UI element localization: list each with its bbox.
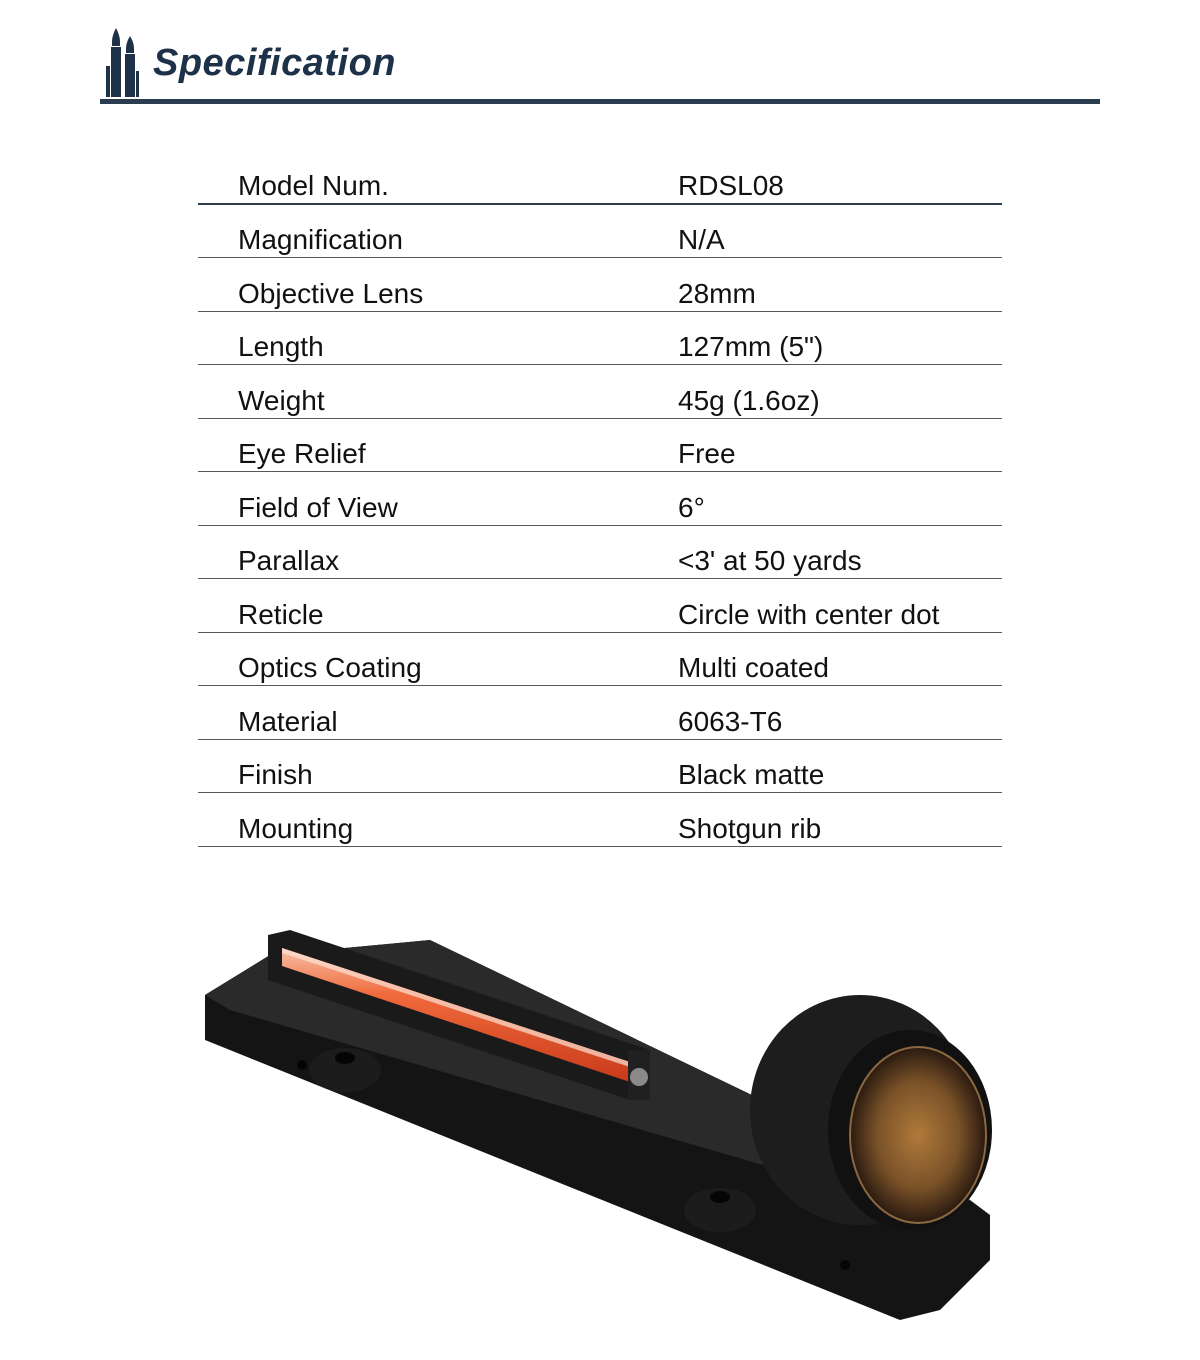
spec-label: Magnification <box>238 224 403 255</box>
spec-row <box>198 686 1002 740</box>
spec-label: Material <box>238 705 338 737</box>
header-divider <box>100 99 1100 104</box>
spec-row <box>198 419 1002 473</box>
spec-value: Circle with center dot <box>678 598 940 630</box>
spec-row <box>198 579 1002 633</box>
spec-value: 127mm (5") <box>678 331 824 362</box>
spec-value: 28mm <box>678 277 756 309</box>
spec-label: Reticle <box>238 598 324 630</box>
spec-row <box>198 258 1002 312</box>
spec-table <box>198 150 1002 847</box>
spec-value: Free <box>678 438 736 469</box>
spec-value: 6063-T6 <box>678 705 783 737</box>
spec-row <box>198 472 1002 526</box>
spec-header <box>100 24 1100 106</box>
spec-label: Weight <box>238 384 325 416</box>
spec-value: Shotgun rib <box>678 812 822 844</box>
spec-row <box>198 633 1002 687</box>
spec-value: N/A <box>678 224 725 255</box>
spec-label: Parallax <box>238 545 340 576</box>
spec-label: Objective Lens <box>238 277 424 309</box>
page-title: Specification <box>153 42 396 84</box>
spec-row <box>198 793 1002 847</box>
spec-value: 6° <box>678 491 705 523</box>
spec-label: Optics Coating <box>238 652 422 683</box>
spec-label: Length <box>238 331 324 362</box>
red-dot-sight-image <box>180 900 1020 1330</box>
bullets-icon <box>104 26 140 100</box>
spec-label: Model Num. <box>238 169 389 201</box>
spec-value: 45g (1.6oz) <box>678 384 820 416</box>
spec-row <box>198 740 1002 794</box>
spec-label: Field of View <box>238 491 398 523</box>
spec-label: Finish <box>238 759 313 790</box>
spec-value: RDSL08 <box>678 169 784 201</box>
spec-row <box>198 365 1002 419</box>
spec-value: Black matte <box>678 759 825 790</box>
spec-label: Mounting <box>238 812 354 844</box>
spec-value: Multi coated <box>678 652 829 683</box>
spec-row <box>198 205 1002 259</box>
spec-row <box>198 312 1002 366</box>
spec-row <box>198 150 1002 205</box>
spec-label: Eye Relief <box>238 438 366 469</box>
spec-row <box>198 526 1002 580</box>
spec-value: <3' at 50 yards <box>678 545 862 576</box>
